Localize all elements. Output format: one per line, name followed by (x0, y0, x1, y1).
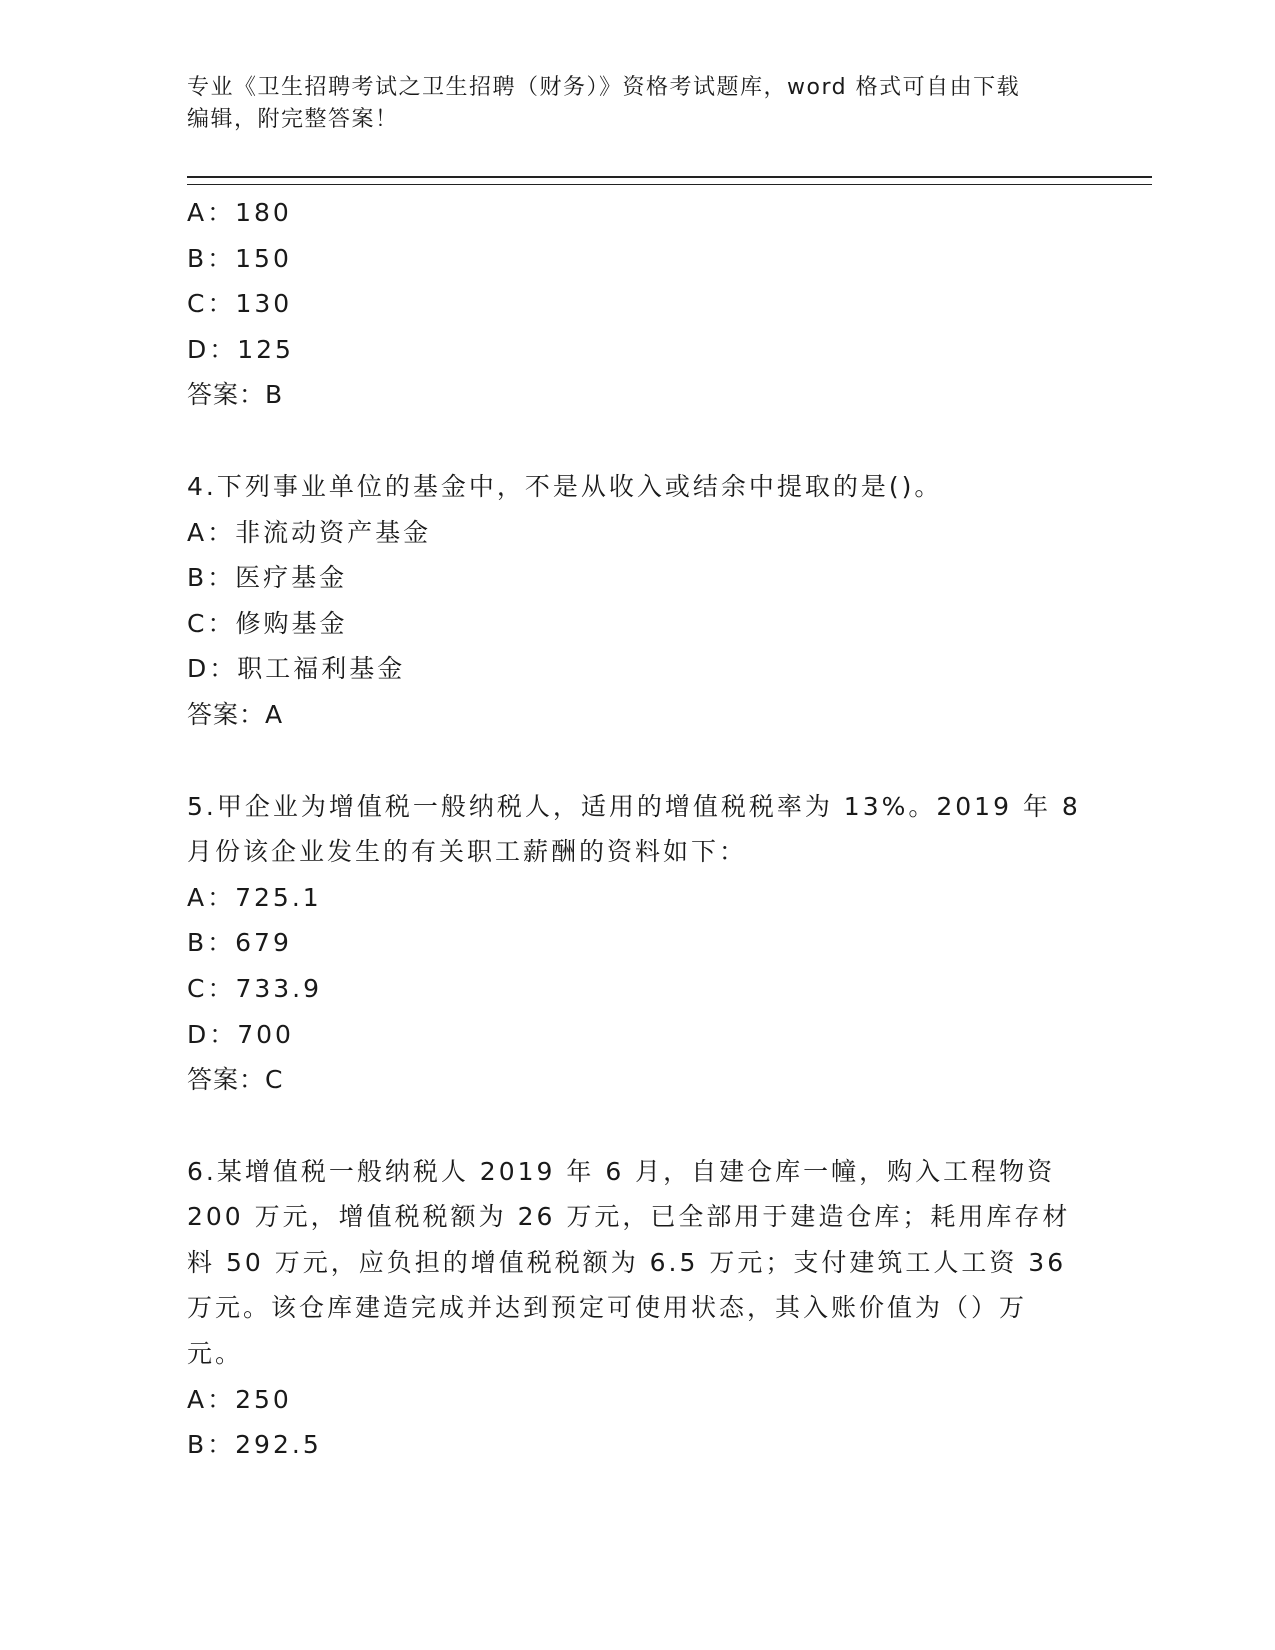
answer-line: 答案：B (187, 380, 284, 410)
option-d: D：职工福利基金 (187, 654, 406, 684)
option-b: B：679 (187, 928, 292, 958)
spacer (187, 418, 1067, 464)
question-stem-line: 万元。该仓库建造完成并达到预定可使用状态，其入账价值为（）万 (187, 1293, 1028, 1323)
option-a: A：非流动资产基金 (187, 517, 432, 547)
option-a: A：725.1 (187, 882, 322, 912)
option-c: C：733.9 (187, 973, 323, 1003)
header-line-1: 专业《卫生招聘考试之卫生招聘（财务）》资格考试题库，word 格式可自由下载 (187, 75, 1021, 100)
option-d: D：125 (187, 334, 294, 364)
question-stem-line: 200 万元，增值税税额为 26 万元，已全部用于建造仓库；耗用库存材 (187, 1202, 1071, 1232)
question-list (187, 190, 1081, 1468)
option-b: B：医疗基金 (187, 563, 348, 593)
option-c: C：修购基金 (187, 608, 348, 638)
spacer (187, 1103, 1067, 1149)
spacer (187, 738, 1067, 784)
question-stem: 4.下列事业单位的基金中，不是从收入或结余中提取的是()。 (187, 471, 943, 501)
option-b: B：292.5 (187, 1430, 322, 1460)
question-6 (187, 1149, 1071, 1468)
option-b: B：150 (187, 243, 292, 273)
question-stem-line: 6.某增值税一般纳税人 2019 年 6 月，自建仓库一幢，购入工程物资 (187, 1156, 1056, 1186)
question-5 (187, 784, 1081, 1103)
question-stem-line: 料 50 万元，应负担的增值税税额为 6.5 万元；支付建筑工人工资 36 (187, 1247, 1067, 1277)
question-stem-line: 元。 (187, 1339, 244, 1369)
answer-line: 答案：A (187, 699, 284, 729)
answer-line: 答案：C (187, 1065, 284, 1095)
header-divider (187, 176, 1152, 185)
question-stem-line: 5.甲企业为增值税一般纳税人，适用的增值税税率为 13%。2019 年 8 (187, 791, 1081, 821)
option-a: A：180 (187, 198, 292, 227)
option-a: A：250 (187, 1384, 292, 1414)
question-stem-line: 月份该企业发生的有关职工薪酬的资料如下： (187, 837, 748, 867)
question-3 (187, 190, 1067, 418)
header-line-2: 编辑，附完整答案！ (187, 107, 399, 132)
document-header (187, 72, 1067, 136)
option-c: C：130 (187, 289, 293, 319)
option-d: D：700 (187, 1019, 294, 1049)
question-4 (187, 464, 1067, 738)
